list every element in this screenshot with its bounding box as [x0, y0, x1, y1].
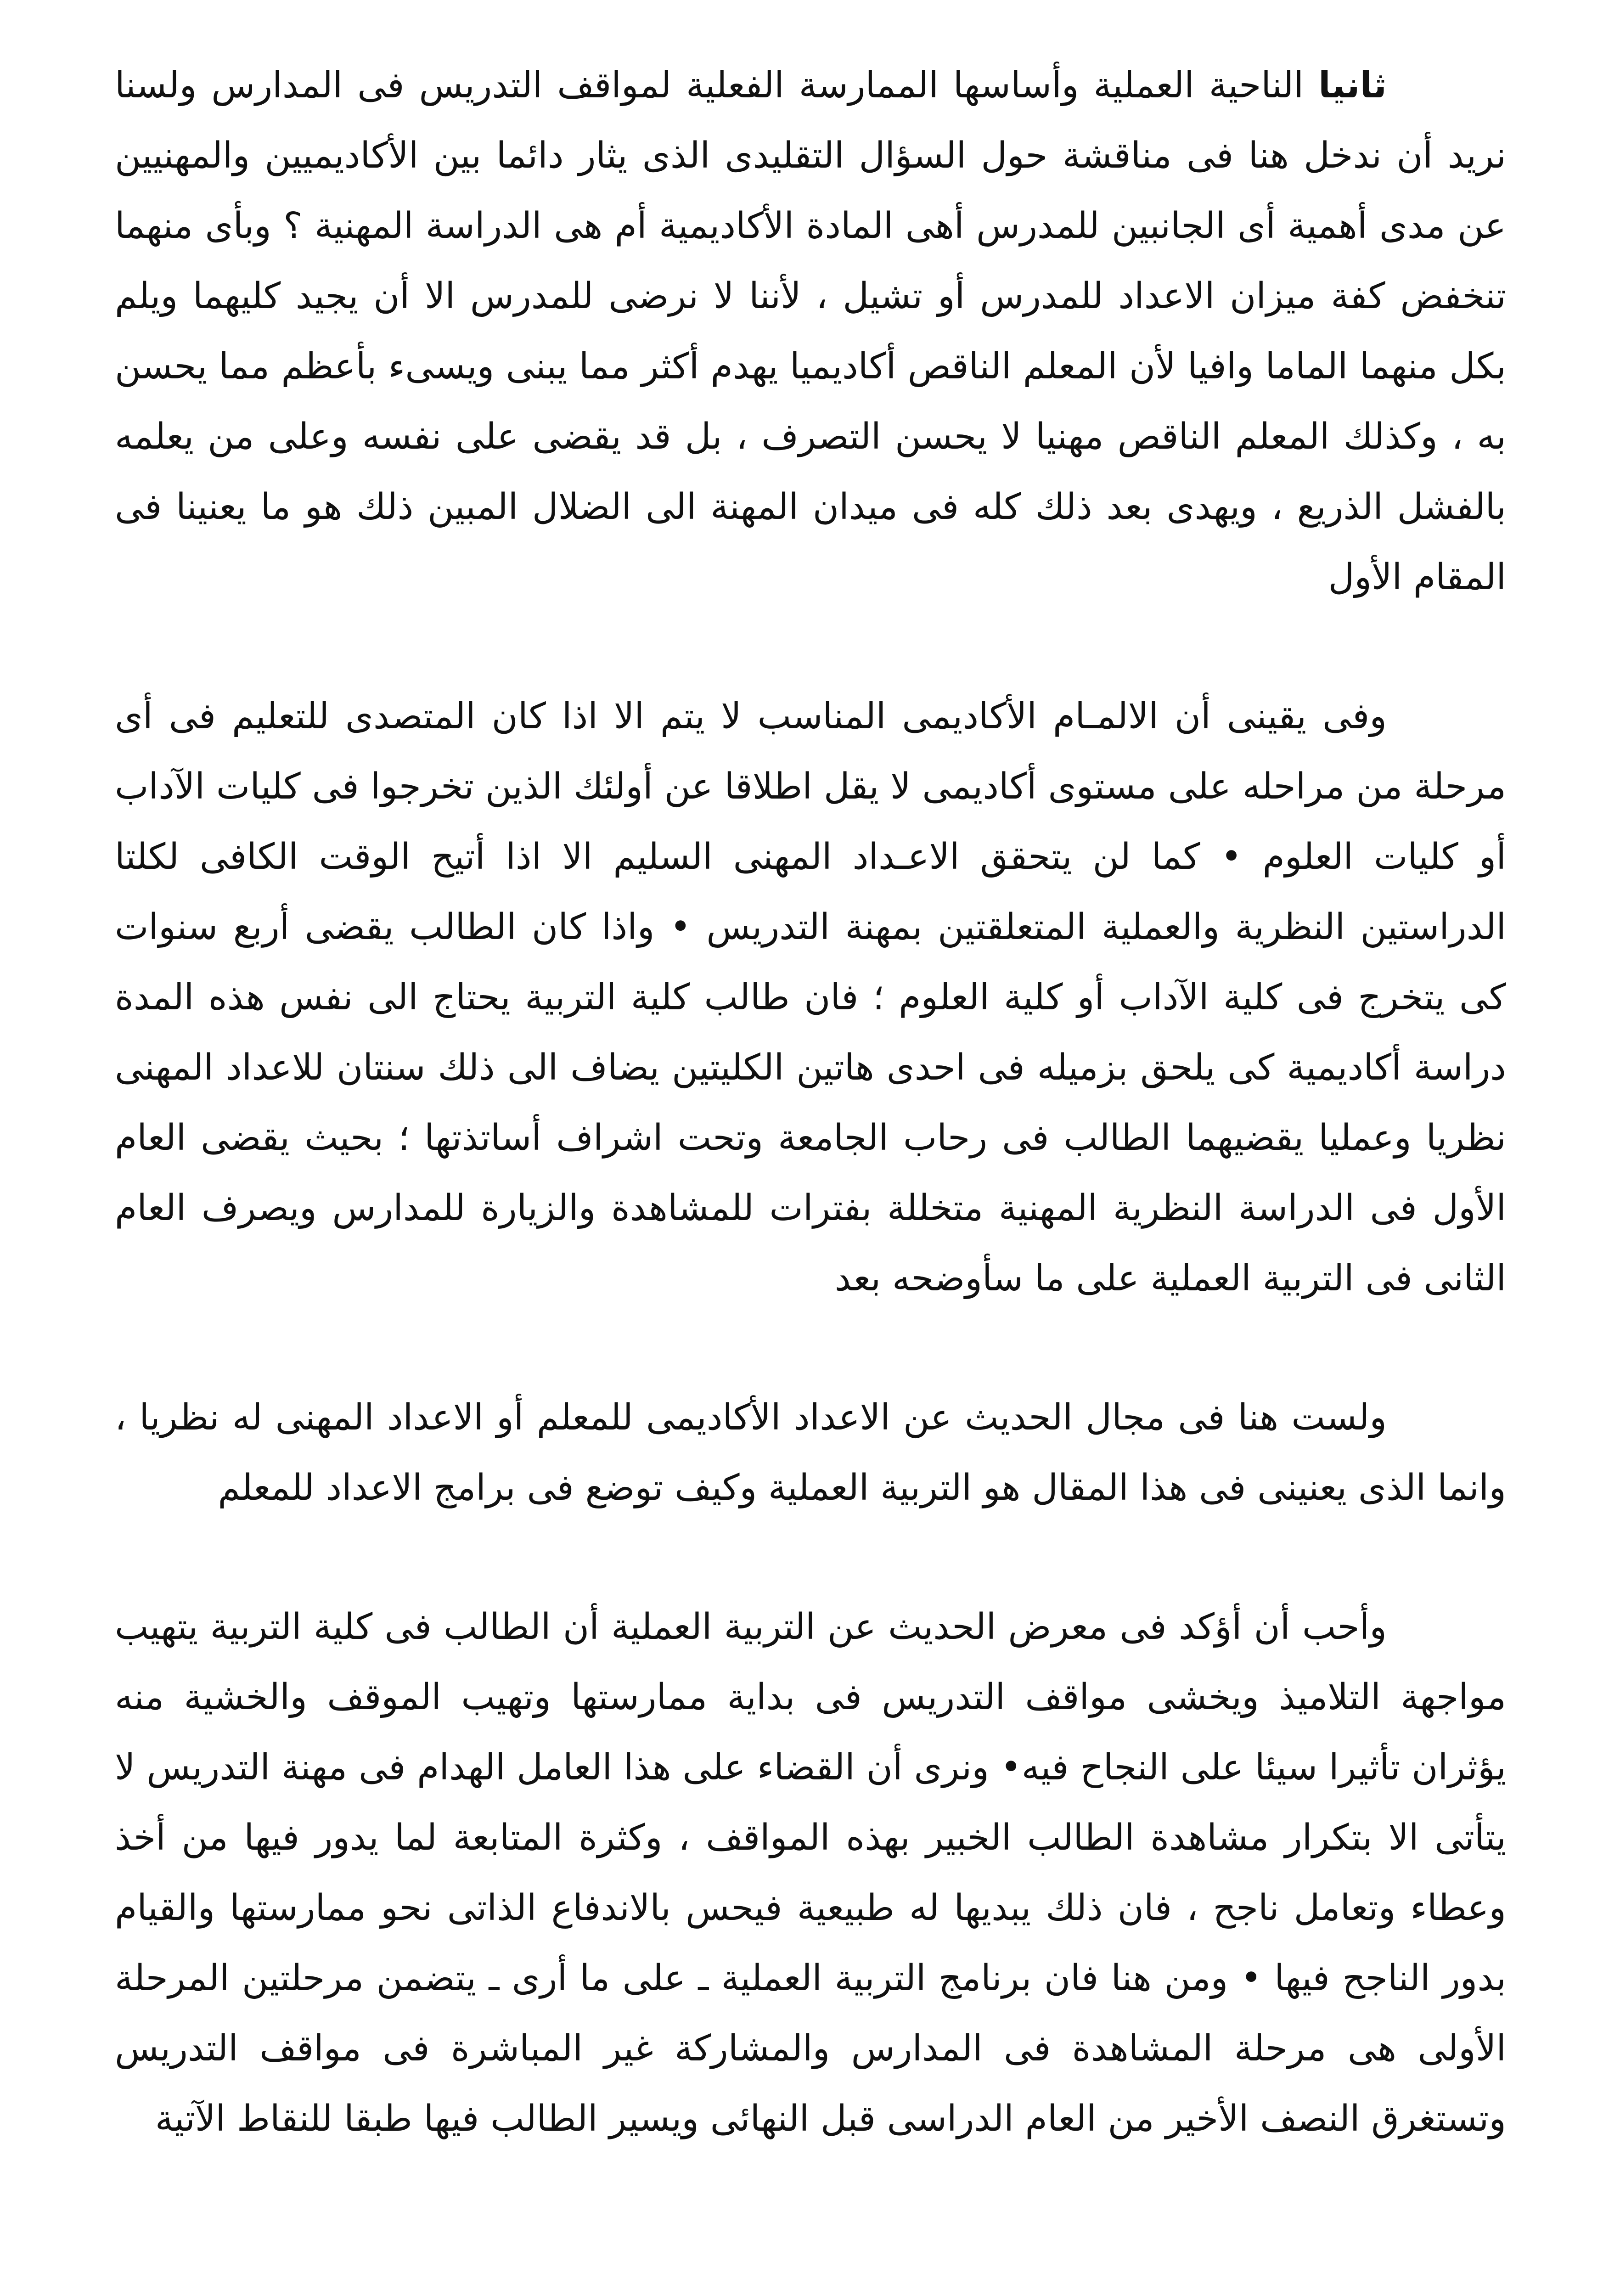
- paragraph-2-text: وفى يقينى أن الالمـام الأكاديمى المناسب لا يتم الا اذا كان المتصدى للتعليم فى أى مرحلة من مراحله على مستوى أكاديمى لا يقل اطلاقا عن أولئك الذين تخرجوا فى كليات الآداب أو كليات العلوم • كما لن يتحقق الاعـداد المهنى السليم الا اذا أتيح الوقت الكافى لكلتا الدراستين النظرية والعملية المتعلقتين بمهنة التدريس • واذا كان الطالب يقضى أربع سنوات كى يتخرج فى كلية الآداب أو كلية العلوم ؛ فان طالب كلية التربية يحتاج الى نفس هذه المدة دراسة أكاديمية كى يلحق بزميله فى احدى هاتين الكليتين يضاف الى ذلك سنتان للاعداد المهنى نظريا وعمليا يقضيهما الطالب فى رحاب الجامعة وتحت اشراف أساتذتها ؛ بحيث يقضى العام الأول فى الدراسة النظرية المهنية متخللة بفترات للمشاهدة والزيارة للمدارس ويصرف العام الثانى فى التربية العملية على ما سأوضحه بعد: [115, 696, 1506, 1299]
- paragraph-3-text: ولست هنا فى مجال الحديث عن الاعداد الأكاديمى للمعلم أو الاعداد المهنى له نظريا ، وانما الذى يعنينى فى هذا المقال هو التربية العملية وكيف توضع فى برامج الاعداد للمعلم: [115, 1397, 1506, 1508]
- paragraph-4: [115, 1592, 1506, 2154]
- paragraph-1-lead: ثانيا: [1318, 65, 1387, 106]
- paragraph-gap: [115, 1523, 1506, 1592]
- paragraph-2: [115, 681, 1506, 1314]
- paragraph-1: [115, 51, 1506, 613]
- paragraph-gap: [115, 613, 1506, 681]
- document-page: [115, 51, 1506, 2296]
- paragraph-4-text: وأحب أن أؤكد فى معرض الحديث عن التربية العملية أن الطالب فى كلية التربية يتهيب مواجهة التلاميذ ويخشى مواقف التدريس فى بداية ممارستها وتهيب الموقف والخشية منه يؤثران تأثيرا سيئا على النجاح فيه• ونرى أن القضاء على هذا العامل الهدام فى مهنة التدريس لا يتأتى الا بتكرار مشاهدة الطالب الخبير بهذه المواقف ، وكثرة المتابعة لما يدور فيها من أخذ وعطاء وتعامل ناجح ، فان ذلك يبديها له طبيعية فيحس بالاندفاع الذاتى نحو ممارستها والقيام بدور الناجح فيها • ومن هنا فان برنامج التربية العملية ـ على ما أرى ـ يتضمن مرحلتين المرحلة الأولى هى مرحلة المشاهدة فى المدارس والمشاركة غير المباشرة فى مواقف التدريس وتستغرق النصف الأخير من العام الدراسى قبل النهائى ويسير الطالب فيها طبقا للنقاط الآتية: [115, 1606, 1506, 2139]
- paragraph-3: [115, 1383, 1506, 1523]
- paragraph-gap: [115, 1314, 1506, 1383]
- paragraph-1-text: الناحية العملية وأساسها الممارسة الفعلية لمواقف التدريس فى المدارس ولسنا نريد أن ندخل هنا فى مناقشة حول السؤال التقليدى الذى يثار دائما بين الأكاديميين والمهنيين عن مدى أهمية أى الجانبين للمدرس أهى المادة الأكاديمية أم هى الدراسة المهنية ؟ وبأى منهما تنخفض كفة ميزان الاعداد للمدرس أو تشيل ، لأننا لا نرضى للمدرس الا أن يجيد كليهما ويلم بكل منهما الماما وافيا لأن المعلم الناقص أكاديميا يهدم أكثر مما يبنى ويسىء بأعظم مما يحسن به ، وكذلك المعلم الناقص مهنيا لا يحسن التصرف ، بل قد يقضى على نفسه وعلى من يعلمه بالفشل الذريع ، ويهدى بعد ذلك كله فى ميدان المهنة الى الضلال المبين ذلك هو ما يعنينا فى المقام الأول: [115, 65, 1506, 598]
